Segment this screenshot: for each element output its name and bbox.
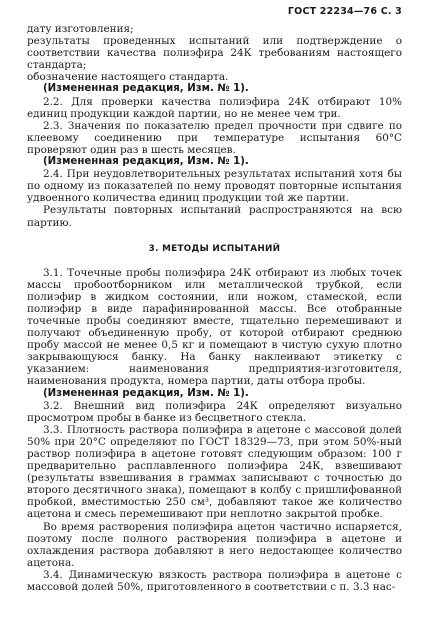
paragraph: 2.3. Значения по показателю предел прочности при сдвиге по клеевому соединению при температуре испытания 60°С проверяют один раз в шесть месяцев. (27, 119, 402, 156)
paragraph: результаты проведенных испытаний или подтверждение о соответствии качества полиэфира 24К требованиям настоящего стандарта; (27, 35, 402, 72)
paragraph: 2.2. Для проверки качества полиэфира 24К отбирают 10% единиц продукции каждой партии, но не менее чем три. (27, 95, 402, 120)
page-header: ГОСТ 22234—76 С. 3 (287, 6, 402, 17)
paragraph: дату изготовления; (27, 23, 134, 35)
amendment-note: (Измененная редакция, Изм. № 1). (43, 387, 249, 399)
amendment-note: (Измененная редакция, Изм. № 1). (43, 83, 249, 95)
paragraph: 2.4. При неудовлетворительных результатах испытаний хотя бы по одному из показателей по нему проводят повторные испытания удвоенного количества единиц продукции той же партии. (27, 168, 402, 205)
section-heading: 3. МЕТОДЫ ИСПЫТАНИЙ (148, 243, 281, 254)
paragraph: 3.4. Динамическую вязкость раствора полиэфира в ацетоне с массовой долей 50%, приготовленного в соответствии с п. 3.3 нас- (27, 568, 402, 594)
paragraph: обозначение настоящего стандарта. (27, 71, 229, 84)
paragraph: Результаты повторных испытаний распространяются на всю партию. (27, 204, 402, 229)
paragraph: Во время растворения полиэфира ацетон частично испаряется, поэтому после полного растворения полиэфира в ацетоне и охлаждения раствора добавляют в него недостающее количество ацетона. (27, 520, 402, 569)
paragraph: 3.2. Внешний вид полиэфира 24К определяют визуально просмотром пробы в банке из бесцветного стекла. (27, 399, 402, 424)
paragraph: 3.1. Точечные пробы полиэфира 24К отбирают из любых точек массы пробоотборником или металлической трубкой, если полиэфир в жидком состоянии, или ножом, стамеской, если полиэфир в виде парафинированной массы. Все отобранные точечные пробы соединяют вместе, тщательно перемешивают и получают объединенную пробу, от которой отбирают среднюю пробу массой не менее 0,5 кг и помещают в чистую сухую плотно закрывающуюся банку. На банку наклеивают этикетку с указанием: наименования предприятия-изготовителя, наименования продукта, номера партии, даты отбора пробы. (27, 266, 402, 388)
document-body (27, 23, 402, 593)
paragraph: 3.3. Плотность раствора полиэфира в ацетоне с массовой долей 50% при 20°С определяют по ГОСТ 18329—73, при этом 50%-ный раствор полиэфира в ацетоне готовят следующим образом: 100 г предварительно расплавленного полиэфира 24К, взвешивают (результаты взвешивания в граммах записывают с точностью до второго десятичного знака), помещают в колбу с пришлифованной пробкой, вместимостью 250 см³, добавляют такое же количество ацетона и смесь перемешивают при неплотно закрытой пробке. (27, 423, 402, 521)
amendment-note: (Измененная редакция, Изм. № 1). (43, 156, 249, 168)
